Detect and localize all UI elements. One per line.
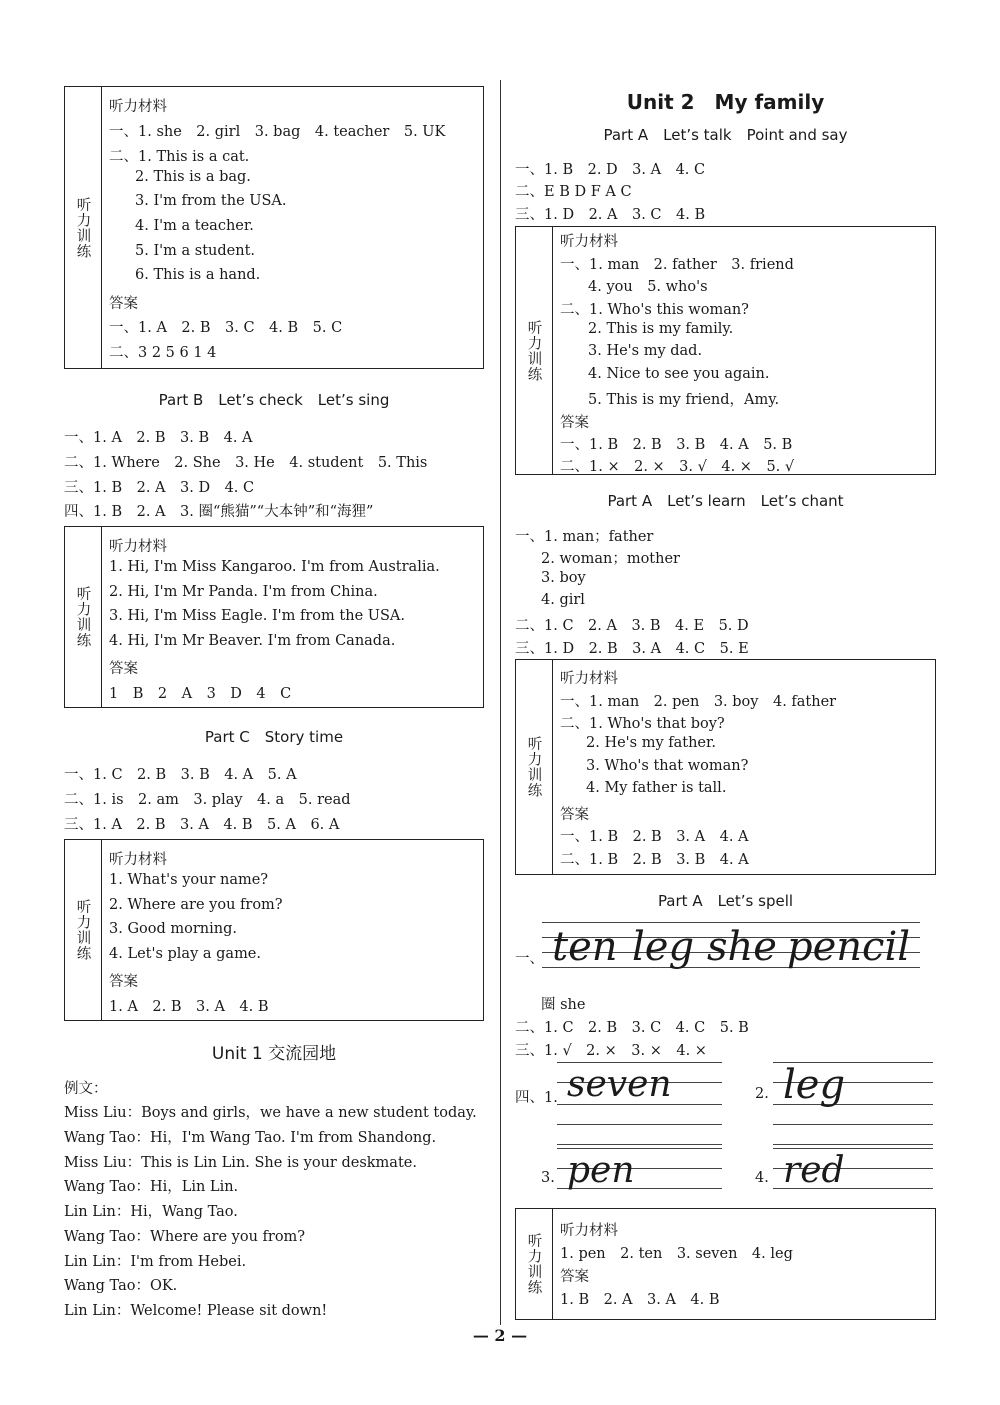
box-line: 一、1. man 2. father 3. friend [560,257,794,273]
essay-line: Wang Tao：Hi，Lin Lin. [64,1179,239,1195]
answer-line: 二、1. C 2. B 3. C 4. C 5. B [515,1020,749,1036]
box-line: 听力材料 [109,99,167,115]
handwritten-word: red [783,1150,845,1191]
section-heading: Part C Story time [204,728,344,746]
answer-line: 一、1. man；father [515,529,654,545]
handwriting-row [773,1062,933,1147]
box-line: 3. Hi, I'm Miss Eagle. I'm from the USA. [109,608,405,624]
essay-line: Wang Tao：OK. [64,1278,178,1294]
box-line: 3. I'm from the USA. [135,193,287,209]
box-line: 听力材料 [560,234,618,250]
box-line: 1. pen 2. ten 3. seven 4. leg [560,1246,793,1262]
answer-line: 二、1. is 2. am 3. play 4. a 5. read [64,792,351,808]
listening-box [515,659,936,875]
box-line: 1. B 2. A 3. A 4. B [560,1292,720,1308]
listening-box [64,839,484,1021]
listening-box [515,226,936,475]
box-line: 4. I'm a teacher. [135,218,254,234]
section-heading: Part A Let’s learn Let’s chant [607,492,844,510]
box-line: 二、3 2 5 6 1 4 [109,345,217,361]
handwriting-row [542,922,920,982]
box-line: 4. My father is tall. [586,780,727,796]
answer-line: 三、1. A 2. B 3. A 4. B 5. A 6. A [64,817,340,833]
box-line: 一、1. B 2. B 3. B 4. A 5. B [560,437,793,453]
box-line: 答案 [109,296,138,312]
answer-line: 2. woman；mother [541,551,680,567]
box-line: 听力材料 [560,1223,618,1239]
box-line: 1. Hi, I'm Miss Kangaroo. I'm from Australia. [109,559,440,575]
box-line: 1 B 2 A 3 D 4 C [109,686,292,702]
box-line: 5. I'm a student. [135,243,256,259]
essay-line: Lin Lin：I'm from Hebei. [64,1254,247,1270]
answer-line: 三、1. B 2. A 3. D 4. C [64,480,255,496]
question-number: 4. [755,1170,769,1186]
answer-line: 3. boy [541,570,586,586]
box-line: 2. Where are you from? [109,897,283,913]
handwriting-row [557,1148,722,1208]
handwritten-word: leg [783,1062,846,1108]
listening-tag: 听力训练 [516,227,553,474]
box-line: 3. Good morning. [109,921,237,937]
box-line: 4. Let's play a game. [109,946,262,962]
listening-tag: 听力训练 [65,840,102,1020]
box-line: 二、1. × 2. × 3. √ 4. × 5. √ [560,459,795,475]
box-line: 听力材料 [560,671,618,687]
listening-tag: 听力训练 [516,660,553,874]
answer-line: 二、1. C 2. A 3. B 4. E 5. D [515,618,749,634]
box-line: 2. Hi, I'm Mr Panda. I'm from China. [109,584,378,600]
listening-tag: 听力训练 [65,87,102,368]
box-line: 2. This is my family. [588,321,734,337]
answer-line: 一、1. A 2. B 3. B 4. A [64,430,253,446]
essay-line: Miss Liu：This is Lin Lin. She is your deskmate. [64,1155,417,1171]
answer-line: 二、1. Where 2. She 3. He 4. student 5. This [64,455,428,471]
column-divider [500,80,501,1325]
box-line: 2. This is a bag. [135,169,251,185]
box-line: 二、1. This is a cat. [109,149,250,165]
section-heading: Part A Let’s talk Point and say [603,126,848,144]
unit-title: Unit 2 My family [626,90,825,114]
essay-line: Lin Lin：Hi，Wang Tao. [64,1204,238,1220]
answer-line: 二、E B D F A C [515,184,632,200]
box-line: 答案 [560,1269,589,1285]
box-line: 答案 [109,974,138,990]
box-line: 1. What's your name? [109,872,269,888]
box-line: 答案 [560,415,589,431]
guide-line [542,922,920,923]
box-line: 3. He's my dad. [588,343,703,359]
answer-line: 一、1. C 2. B 3. B 4. A 5. A [64,767,297,783]
answer-line: 一、1. B 2. D 3. A 4. C [515,162,706,178]
handwritten-word: pencil [787,924,911,970]
listening-tag: 听力训练 [65,527,102,707]
listening-box [515,1208,936,1320]
section-heading: Part B Let’s check Let’s sing [158,391,390,409]
listening-box [64,86,484,369]
box-line: 二、1. Who's this woman? [560,302,749,318]
answer-line: 三、1. D 2. B 3. A 4. C 5. E [515,641,749,657]
box-line: 5. This is my friend，Amy. [588,392,780,408]
handwritten-word: ten [552,924,618,970]
question-number: 一、 [515,951,544,967]
box-line: 3. Who's that woman? [586,758,749,774]
box-line: 6. This is a hand. [135,267,261,283]
box-line: 2. He's my father. [586,735,716,751]
section-heading: Unit 1 交流园地 [211,1044,337,1064]
answer-line: 4. girl [541,592,585,608]
handwriting-row [773,1148,933,1208]
box-line: 二、1. Who's that boy? [560,716,725,732]
box-line: 一、1. she 2. girl 3. bag 4. teacher 5. UK [109,124,446,140]
box-line: 二、1. B 2. B 3. B 4. A [560,852,749,868]
box-line: 4. you 5. who's [588,279,708,295]
essay-line: Miss Liu：Boys and girls，we have a new student today. [64,1105,477,1121]
question-number: 四、1. [515,1090,558,1106]
box-line: 一、1. man 2. pen 3. boy 4. father [560,694,837,710]
essay-line: 例文： [64,1081,108,1097]
box-line: 听力材料 [109,852,167,868]
question-number: 3. [541,1170,555,1186]
handwritten-word: she [707,924,777,970]
page-number: — 2 — [472,1326,528,1345]
answer-line: 三、1. √ 2. × 3. × 4. × [515,1043,707,1059]
box-line: 1. A 2. B 3. A 4. B [109,999,269,1015]
question-number: 2. [755,1086,769,1102]
answer-line: 四、1. B 2. A 3. 圈“熊猫”“大本钟”和“海狸” [64,504,374,520]
box-line: 4. Nice to see you again. [588,366,770,382]
guide-line [773,1148,933,1149]
listening-tag: 听力训练 [516,1209,553,1319]
handwritten-word: leg [632,924,695,970]
box-line: 4. Hi, I'm Mr Beaver. I'm from Canada. [109,633,396,649]
section-heading: Part A Let’s spell [657,892,794,910]
essay-line: Wang Tao：Where are you from? [64,1229,306,1245]
handwriting-row [557,1062,722,1147]
box-line: 答案 [560,807,589,823]
guide-line [557,1148,722,1149]
answer-line: 圈 she [541,997,586,1013]
box-line: 听力材料 [109,539,167,555]
essay-line: Wang Tao：Hi，I'm Wang Tao. I'm from Shandong. [64,1130,437,1146]
handwritten-word: seven [567,1064,672,1105]
box-line: 答案 [109,661,138,677]
box-line: 一、1. B 2. B 3. A 4. A [560,829,749,845]
handwritten-word: pen [567,1150,635,1191]
listening-box [64,526,484,708]
box-line: 一、1. A 2. B 3. C 4. B 5. C [109,320,343,336]
answer-line: 三、1. D 2. A 3. C 4. B [515,207,706,223]
guide-line [557,1062,722,1063]
essay-line: Lin Lin：Welcome! Please sit down! [64,1303,328,1319]
